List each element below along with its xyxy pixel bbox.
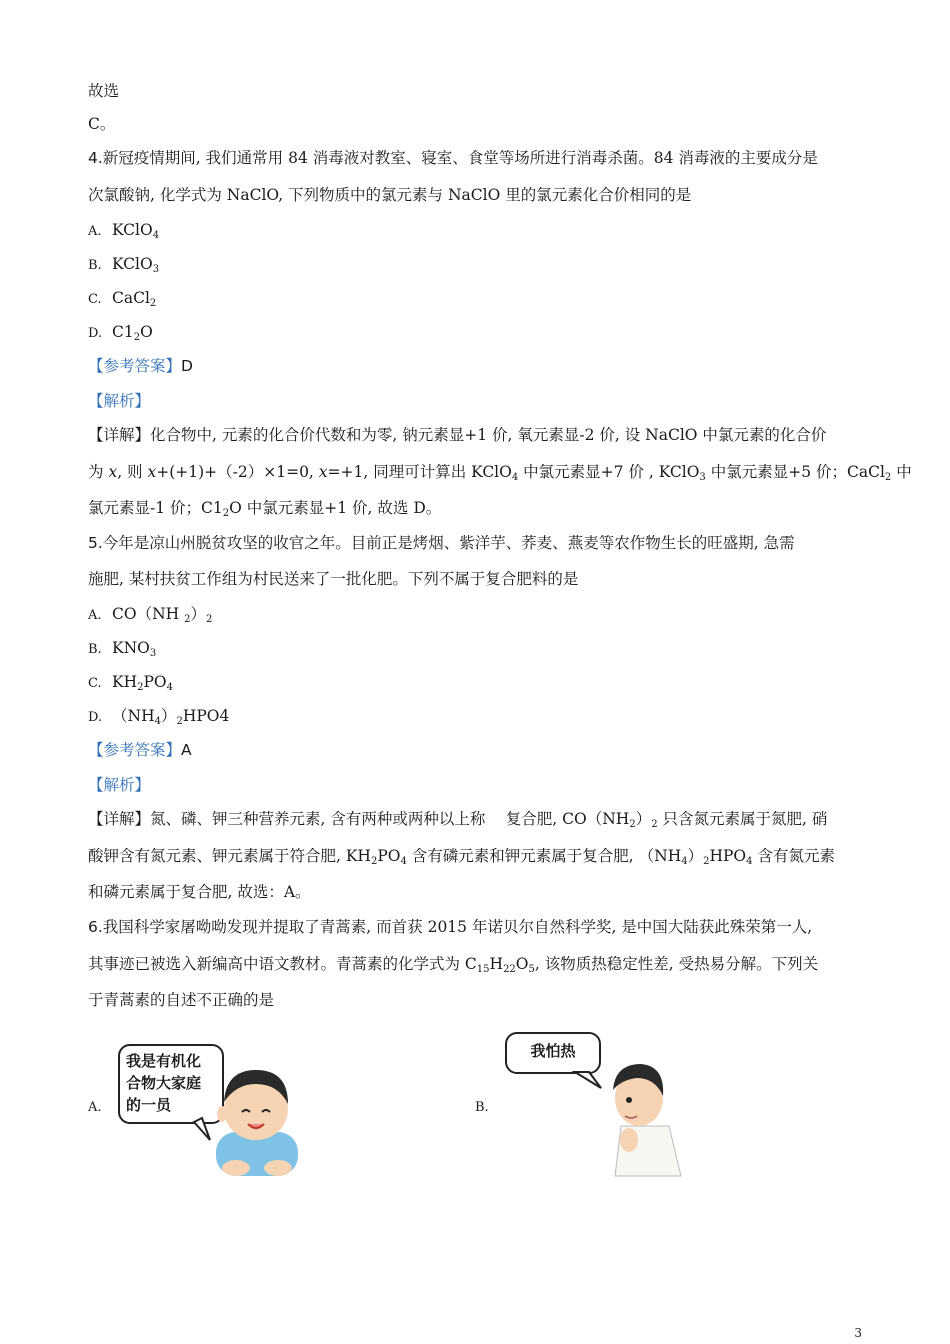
q6-option-b-label: B. [475, 1100, 489, 1115]
q6-stem-line-2: 其事迹已被选入新编高中语文教材。青蒿素的化学式为 $C_{15}H_{22}O_5$, 该物质热稳定性差, 受热易分解。下列关 [88, 955, 819, 975]
q5-stem-line-1: 5.今年是凉山州脱贫攻坚的收官之年。目前正是烤烟、紫洋芋、荞麦、燕麦等农作物生长的旺盛期, 急需 [88, 534, 795, 552]
q6-option-b-figure [505, 1030, 695, 1180]
q4-detail-line-1: 【详解】化合物中, 元素的化合价代数和为零, 钠元素显+1 价, 氧元素显-2 价, 设 NaClO 中氯元素的化合价 [88, 426, 827, 444]
boy-thinking-illustration [505, 1030, 695, 1180]
q6-stem-line-3: 于青蒿素的自述不正确的是 [88, 991, 275, 1009]
q4-option-d: D. $C1_2O$ [88, 323, 153, 343]
q5-option-a: A. CO（NH $_2)_2$ [88, 605, 213, 625]
q4-detail-line-2: 为 x, 则 x+(+1)+（-2）×1=0, x=+1, 同理可计算出 KClO$_4$ 中氯元素显+7 价 , KClO$_3$ 中氯元素显+5 价；CaCl$_2$ 中 [88, 463, 912, 483]
q5-number: 5. [88, 534, 103, 552]
q4-analysis-label: 【解析】 [88, 392, 151, 410]
speech-bubble-b: 我怕热 [505, 1032, 601, 1074]
q5-answer: 【参考答案】A [88, 741, 192, 759]
q6-number: 6. [88, 918, 103, 936]
q5-option-c: C. $KH_2PO_4$ [88, 673, 173, 693]
page-number: 3 [854, 1326, 862, 1340]
q4-option-c: C. CaCl$_2$ [88, 289, 157, 309]
q6-option-a-figure [110, 1040, 310, 1180]
q4-option-a: A. KClO$_4$ [88, 221, 160, 241]
q4-number: 4. [88, 149, 103, 167]
q5-option-d: D. $(NH_4)_2HPO4$ [88, 707, 230, 727]
q5-detail-line-2: 酸钾含有氮元素、钾元素属于符合肥, $KH_2PO_4$ 含有磷元素和钾元素属于复合肥, $(NH_4)_2HPO_4$ 含有氮元素 [88, 847, 835, 867]
boy-smiling-illustration [110, 1040, 310, 1180]
q4-stem-line-1: 4.新冠疫情期间, 我们通常用 84 消毒液对教室、寝室、食堂等场所进行消毒杀菌。84 消毒液的主要成分是 [88, 149, 818, 167]
q5-stem-line-2: 施肥, 某村扶贫工作组为村民送来了一批化肥。下列不属于复合肥料的是 [88, 570, 579, 588]
conclusion-line: 故选 [88, 82, 120, 100]
q6-option-a-label: A. [88, 1100, 102, 1115]
q5-option-b: B. $KNO_3$ [88, 639, 157, 659]
q4-detail-line-3: 氯元素显-1 价；$C1_2O$ 中氯元素显+1 价, 故选 D。 [88, 499, 442, 519]
q4-stem-line-2: 次氯酸钠, 化学式为 NaClO, 下列物质中的氯元素与 NaClO 里的氯元素化合价相同的是 [88, 186, 692, 204]
speech-bubble-a: 我是有机化 合物大家庭 的一员 [118, 1044, 224, 1124]
q4-option-b: B. KClO$_3$ [88, 255, 160, 275]
q6-stem-line-1: 6.我国科学家屠呦呦发现并提取了青蒿素, 而首获 2015 年诺贝尔自然科学奖, 是中国大陆获此殊荣第一人, [88, 918, 813, 936]
q4-answer: 【参考答案】D [88, 357, 193, 375]
conclusion-answer: C。 [88, 115, 116, 133]
q5-analysis-label: 【解析】 [88, 776, 151, 794]
q5-detail-line-3: 和磷元素属于复合肥, 故选：A。 [88, 883, 311, 901]
q5-detail-line-1: 【详解】氮、磷、钾三种营养元素, 含有两种或两种以上称 复合肥, $CO(NH_2)_2$ 只含氮元素属于氮肥, 硝 [88, 810, 828, 830]
